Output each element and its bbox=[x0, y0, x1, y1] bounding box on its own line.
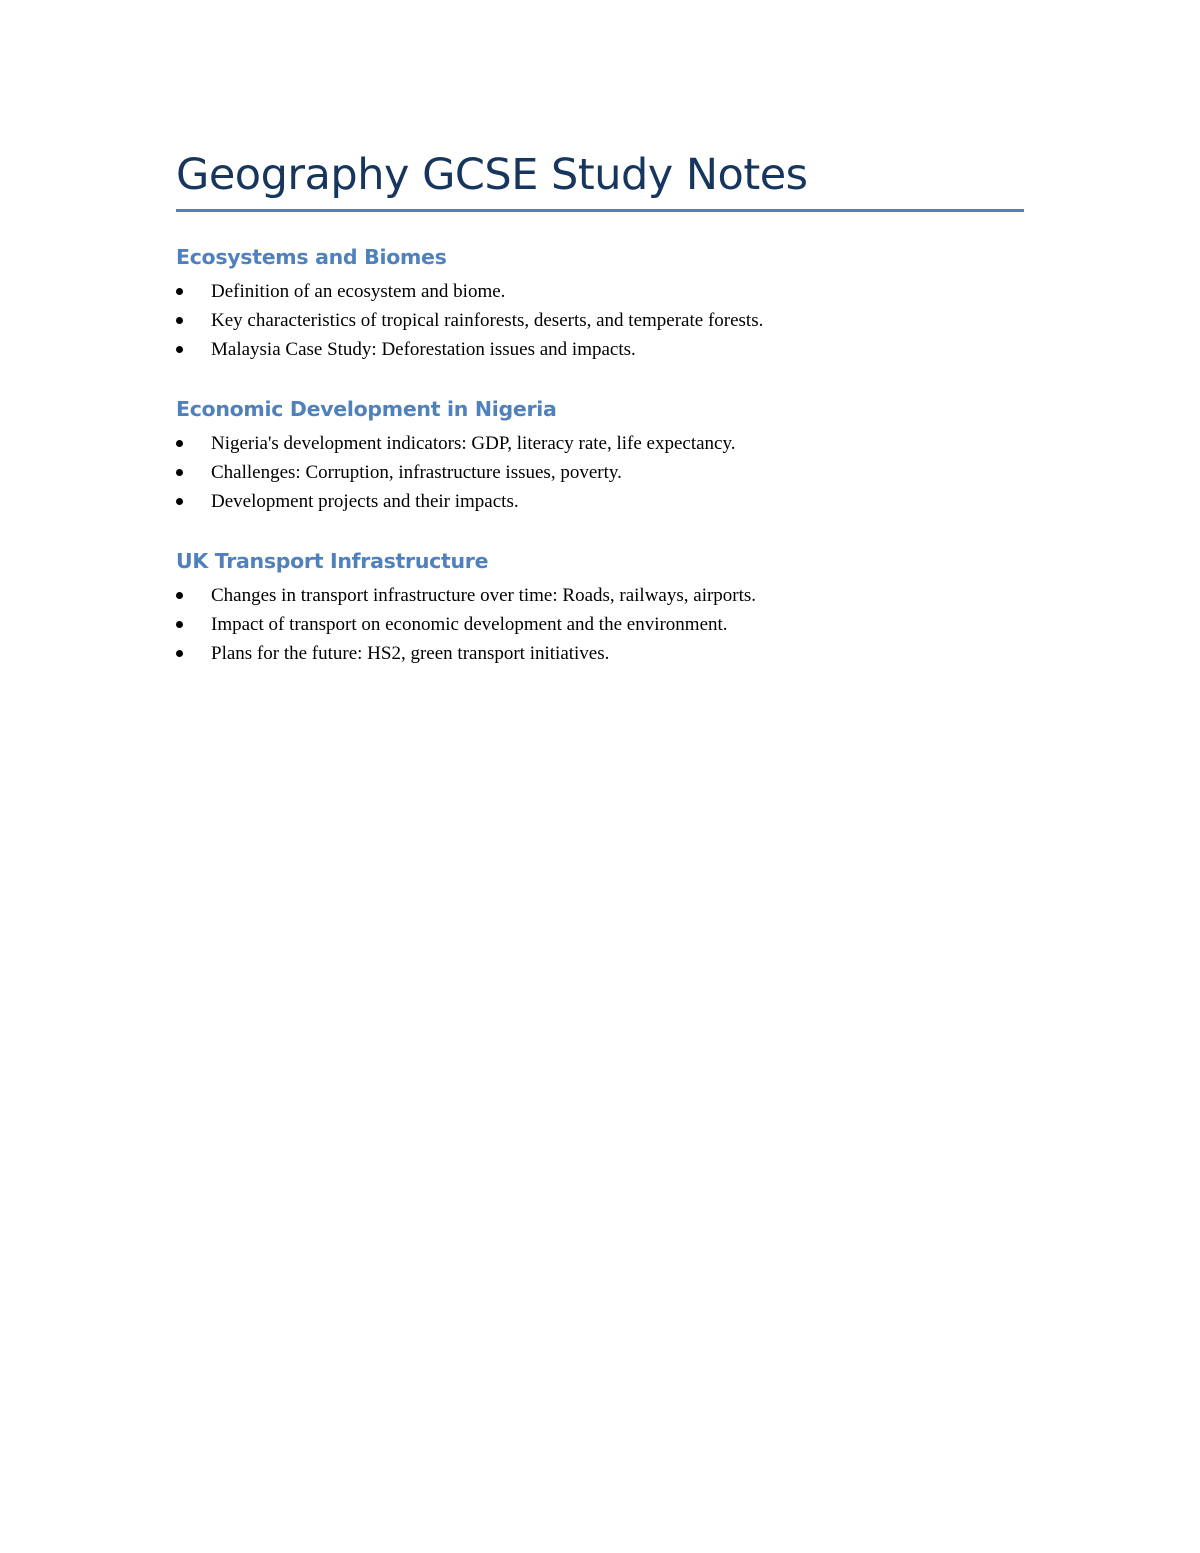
list-item-text: Key characteristics of tropical rainforests, deserts, and temperate forests. bbox=[211, 310, 764, 331]
list-item bbox=[176, 639, 1024, 668]
title-underline-rule bbox=[176, 209, 1024, 212]
bullet-icon bbox=[176, 440, 183, 447]
list-item-text: Definition of an ecosystem and biome. bbox=[211, 281, 506, 302]
bullet-icon bbox=[176, 469, 183, 476]
document-title: Geography GCSE Study Notes bbox=[176, 150, 808, 200]
bullet-icon bbox=[176, 498, 183, 505]
bullet-list bbox=[176, 277, 1024, 364]
section-heading: Ecosystems and Biomes bbox=[176, 245, 447, 269]
list-item bbox=[176, 581, 1024, 610]
list-item-text: Development projects and their impacts. bbox=[211, 491, 519, 512]
list-item bbox=[176, 306, 1024, 335]
section-heading: UK Transport Infrastructure bbox=[176, 549, 489, 573]
bullet-icon bbox=[176, 288, 183, 295]
list-item bbox=[176, 429, 1024, 458]
section-economic-development bbox=[176, 394, 1024, 516]
list-item bbox=[176, 610, 1024, 639]
bullet-icon bbox=[176, 650, 183, 657]
list-item-text: Changes in transport infrastructure over time: Roads, railways, airports. bbox=[211, 585, 757, 606]
bullet-icon bbox=[176, 317, 183, 324]
section-uk-transport bbox=[176, 546, 1024, 668]
list-item-text: Nigeria's development indicators: GDP, literacy rate, life expectancy. bbox=[211, 433, 736, 454]
bullet-list bbox=[176, 429, 1024, 516]
list-item-text: Challenges: Corruption, infrastructure issues, poverty. bbox=[211, 462, 622, 483]
bullet-icon bbox=[176, 592, 183, 599]
document-body bbox=[176, 146, 1024, 668]
bullet-list bbox=[176, 581, 1024, 668]
list-item-text: Malaysia Case Study: Deforestation issues and impacts. bbox=[211, 339, 636, 360]
bullet-icon bbox=[176, 346, 183, 353]
list-item bbox=[176, 487, 1024, 516]
section-ecosystems bbox=[176, 242, 1024, 364]
list-item-text: Plans for the future: HS2, green transport initiatives. bbox=[211, 643, 610, 664]
list-item-text: Impact of transport on economic development and the environment. bbox=[211, 614, 728, 635]
bullet-icon bbox=[176, 621, 183, 628]
section-heading: Economic Development in Nigeria bbox=[176, 397, 557, 421]
list-item bbox=[176, 277, 1024, 306]
list-item bbox=[176, 335, 1024, 364]
list-item bbox=[176, 458, 1024, 487]
